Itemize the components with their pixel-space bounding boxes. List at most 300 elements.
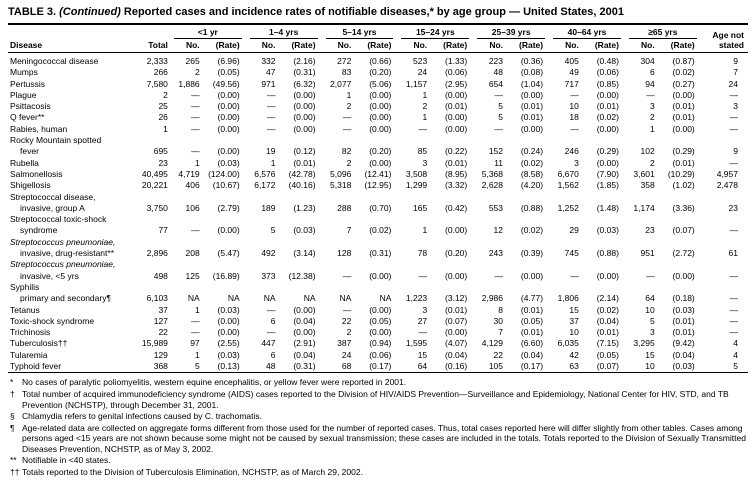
total-cell: 15,989 [141,338,168,349]
rate-cell: NA [379,293,392,304]
count-cell: 246 [564,146,579,157]
rate-cell: (0.00) [596,123,619,134]
count-cell: 745 [564,248,579,259]
count-cell: 3 [422,304,428,315]
total-cell: 129 [153,349,168,360]
rate-cell: (0.03) [217,349,240,360]
col-header-rate: (Rate) [581,39,625,53]
count-cell: 2 [346,101,352,112]
col-header-age-group-40-64 [549,24,625,39]
disease-label-row [8,214,748,225]
count-cell: 5 [194,361,200,372]
rate-cell: (0.02) [596,112,619,123]
rate-cell: (0.24) [520,146,544,157]
count-cell: 1 [346,89,352,100]
footnote-text: Age-related data are collected on aggregate forms different from those used for the number of reported cases. Thus, total cases reported here will differ slightly from other tables. Cases among persons aged <15 years are not shown because some might not be caused by sexual transmission; these cases are included in the totals. Totals reported to the Division of Sexually Transmitted Diseases Prevention, NCHSTP, as of May 3, 2002. [22,422,746,454]
count-cell: — [191,101,200,112]
count-cell: 102 [640,146,655,157]
rate-cell: (0.00) [445,225,468,236]
rate-cell: (0.48) [596,56,619,66]
count-cell: 6,576 [254,168,276,179]
count-cell: 8 [498,304,504,315]
age-group-label: 15–24 yrs [401,27,469,39]
rate-cell: (0.88) [596,248,619,259]
count-cell: 7 [346,225,352,236]
footnote [8,455,748,466]
count-cell: 2 [422,101,428,112]
total-cell: 6,103 [146,293,168,304]
rate-cell: (0.00) [293,327,316,338]
rate-cell: (0.04) [293,315,316,326]
disease-label-row [8,135,748,146]
count-cell: 1 [270,157,276,168]
disease-name-cell: Tuberculosis†† [10,338,68,349]
rate-cell: (0.00) [293,101,316,112]
disease-name-cell: Typhoid fever [10,361,62,372]
disease-name-cell: Rocky Mountain spotted [10,135,102,146]
footnote [8,467,748,478]
age-group-label: 5–14 yrs [326,27,394,39]
rate-cell: (0.04) [520,349,544,360]
footnotes [8,377,748,477]
rate-cell: (0.00) [369,157,392,168]
rate-cell: (0.01) [672,315,695,326]
rate-cell: (0.00) [445,270,468,281]
count-cell: 1,299 [405,180,428,191]
count-cell: 5 [649,315,655,326]
disease-label-row [8,192,748,203]
footnote-text: Totals reported to the Division of Tuberculosis Elimination, NCHSTP, as of March 29, 2002. [22,467,363,478]
disease-name-cell: Tularemia [10,349,48,360]
rate-cell: (0.31) [293,361,316,372]
count-cell: 7 [498,327,504,338]
count-cell: — [418,123,428,134]
rate-cell: (1.48) [596,202,619,213]
count-cell: — [191,123,200,134]
footnote-text: Chlamydia refers to genital infections caused by C. trachomatis. [22,411,263,422]
rate-cell: (0.04) [596,315,619,326]
rate-cell: (0.00) [369,270,392,281]
disease-name-cell: Pertussis [10,78,45,89]
col-header-rate: (Rate) [429,39,473,53]
age-not-stated-cell: — [729,293,738,304]
count-cell: 37 [569,315,579,326]
footnote-marker: † [10,388,15,399]
rate-cell: (0.01) [293,157,316,168]
count-cell: NA [263,293,276,304]
rate-cell: (0.02) [520,157,544,168]
rate-cell: (0.31) [369,248,392,259]
age-group-label: 40–64 yrs [553,27,621,39]
rate-cell: (6.32) [293,78,316,89]
age-not-stated-cell: 4,957 [716,168,738,179]
rate-cell: (0.29) [596,146,619,157]
count-cell: 272 [337,56,352,66]
count-cell: 373 [261,270,276,281]
count-cell: 15 [645,349,655,360]
rate-cell: (0.02) [369,225,392,236]
rate-cell: (0.20) [445,248,468,259]
count-cell: 447 [261,338,276,349]
table-title [8,6,748,19]
rate-cell: (0.01) [596,327,619,338]
count-cell: — [570,89,579,100]
rate-cell: (0.01) [672,157,695,168]
count-cell: 5,096 [330,168,352,179]
count-cell: — [418,270,428,281]
rate-cell: (0.39) [520,248,544,259]
rate-cell: (0.08) [520,67,544,78]
total-cell: 127 [153,315,168,326]
count-cell: 1 [422,225,428,236]
rate-cell: (0.00) [369,123,392,134]
rate-cell: (12.38) [288,270,316,281]
disease-data-row [8,203,748,214]
age-not-stated-cell: — [729,89,738,100]
rate-cell: (0.00) [520,123,544,134]
rate-cell: (7.90) [596,168,619,179]
header-group-row [8,24,748,39]
count-cell: 1 [194,304,200,315]
rate-cell: (0.00) [217,225,240,236]
count-cell: — [646,89,655,100]
rate-cell: (0.01) [672,101,695,112]
col-header-age-group-ge65 [625,24,701,39]
count-cell: 243 [488,248,504,259]
rate-cell: (0.00) [217,146,240,157]
count-cell: 49 [569,67,579,78]
rate-cell: (0.00) [445,327,468,338]
count-cell: — [267,112,276,123]
rate-cell: (0.01) [672,112,695,123]
count-cell: — [191,112,200,123]
rate-cell: (42.78) [288,168,316,179]
rate-cell: (3.36) [672,202,695,213]
count-cell: 1,562 [557,180,579,191]
rate-cell: (0.05) [596,349,619,360]
count-cell: 12 [493,225,504,236]
rate-cell: (0.06) [596,67,619,78]
age-not-stated-cell: — [729,157,738,168]
disease-data-row [8,53,748,68]
count-cell: 152 [488,146,504,157]
disease-name-cell: Streptococcal toxic-shock [10,214,107,225]
count-cell: 553 [488,202,504,213]
disease-data-row [8,169,748,180]
rate-cell: (16.89) [212,270,240,281]
count-cell: 10 [569,327,579,338]
count-cell: 2,986 [481,293,504,304]
rate-cell: (0.05) [520,315,544,326]
rate-cell: (0.01) [672,327,695,338]
count-cell: 5 [498,101,504,112]
disease-data-row [8,293,748,304]
disease-data-row [8,350,748,361]
rate-cell: (0.00) [369,101,392,112]
count-cell: — [267,101,276,112]
rate-cell: (0.00) [445,123,468,134]
rate-cell: (7.15) [596,338,619,349]
rate-cell: (0.00) [217,123,240,134]
disease-data-row [8,338,748,349]
count-cell: 2,628 [481,180,504,191]
rate-cell: (0.17) [369,361,392,372]
age-not-stated-cell: — [729,327,738,338]
count-cell: 208 [185,248,200,259]
total-cell: 77 [158,225,168,236]
count-cell: 3 [574,157,579,168]
disease-name-cell: Tetanus [10,304,40,315]
count-cell: 27 [417,315,428,326]
count-cell: 10 [645,361,655,372]
count-cell: 3,601 [633,168,655,179]
rate-cell: (0.00) [369,89,392,100]
count-cell: 1,252 [557,202,579,213]
count-cell: — [494,123,504,134]
count-cell: 42 [569,349,579,360]
count-cell: 11 [494,157,504,168]
age-not-stated-cell: 9 [733,56,738,66]
count-cell: 223 [488,56,504,66]
count-cell: 19 [266,146,276,157]
rate-cell: (0.01) [520,327,544,338]
rate-cell: (0.12) [293,146,316,157]
rate-cell: (0.00) [369,327,392,338]
total-cell: 1 [163,123,168,134]
count-cell: 358 [640,180,655,191]
age-not-stated-cell: — [729,225,738,236]
disease-name-cell: fever [20,146,39,157]
count-cell: 3,508 [405,168,428,179]
age-group-label: ≥65 yrs [629,27,697,39]
count-cell: 24 [341,349,352,360]
count-cell: — [342,123,352,134]
col-header-total: Total [131,24,170,53]
rate-cell: (0.00) [520,270,544,281]
count-cell: 23 [645,225,655,236]
count-cell: 5 [498,112,504,123]
rate-cell: (0.03) [596,225,619,236]
rate-cell: (1.02) [672,180,695,191]
rate-cell: (0.00) [217,327,240,338]
rate-cell: (0.05) [217,67,240,78]
count-cell: 304 [640,56,655,66]
rate-cell: (124.00) [208,168,240,179]
disease-data-row [8,112,748,123]
count-cell: 1,886 [178,78,200,89]
rate-cell: (10.67) [212,180,240,191]
disease-name-cell: Rubella [10,157,39,168]
count-cell: — [267,304,276,315]
footnote-marker: § [10,411,15,422]
count-cell: 78 [417,248,428,259]
rate-cell: (4.77) [520,293,544,304]
rate-cell: (2.14) [596,293,619,304]
rate-cell: (0.31) [293,67,316,78]
count-cell: 47 [266,67,276,78]
rate-cell: (0.22) [445,146,468,157]
count-cell: — [191,225,200,236]
count-cell: — [494,89,504,100]
rate-cell: (6.96) [217,56,240,66]
footnote-marker: ¶ [10,422,15,433]
age-not-stated-cell: 24 [728,78,738,89]
disease-name-cell: Toxic-shock syndrome [10,315,95,326]
rate-cell: (0.00) [445,112,468,123]
rate-cell: (0.18) [672,293,695,304]
rate-cell: (0.29) [672,146,695,157]
count-cell: 4,719 [178,168,200,179]
rate-cell: (0.94) [369,338,392,349]
rate-cell: (0.06) [369,349,392,360]
age-not-stated-cell: 4 [733,338,738,349]
disease-name-cell: invasive, drug-resistant** [20,248,115,259]
rate-cell: (0.85) [596,78,619,89]
count-cell: 1 [194,157,200,168]
total-cell: 20,221 [141,180,168,191]
rate-cell: (49.56) [212,78,240,89]
footnote [8,423,748,455]
count-cell: 15 [569,304,579,315]
col-header-no: No. [322,39,354,53]
rate-cell: (0.00) [520,89,544,100]
age-not-stated-cell: — [729,112,738,123]
disease-name-cell: Streptococcus pneumoniae, [10,236,116,247]
rate-cell: NA [227,293,240,304]
age-group-label: 25–39 yrs [477,27,545,39]
rate-cell: (0.01) [596,101,619,112]
count-cell: 18 [569,112,579,123]
count-cell: 29 [569,225,579,236]
disease-data-row [8,124,748,135]
rate-cell: (1.85) [596,180,619,191]
disease-name-cell: Shigellosis [10,180,51,191]
count-cell: 82 [341,146,352,157]
rate-cell: (4.20) [520,180,544,191]
rate-cell: (0.03) [672,304,695,315]
disease-data-row [8,90,748,101]
disease-data-row [8,271,748,282]
count-cell: 265 [185,56,200,66]
total-cell: 25 [158,101,168,112]
disease-name-cell: Mumps [10,67,38,78]
footnote-text: Notifiable in <40 states. [22,455,111,466]
count-cell: — [418,327,428,338]
count-cell: 63 [569,361,579,372]
rate-cell: (8.58) [520,168,544,179]
count-cell: 6,035 [557,338,579,349]
rate-cell: (2.95) [445,78,468,89]
rate-cell: (0.00) [217,112,240,123]
count-cell: — [191,315,200,326]
rate-cell: (0.00) [293,89,316,100]
rate-cell: (12.41) [364,168,392,179]
table-body [8,53,748,373]
total-cell: 26 [158,112,168,123]
rate-cell: (9.42) [672,338,695,349]
rate-cell: (0.03) [217,304,240,315]
total-cell: 3,750 [146,202,168,213]
col-header-no: No. [625,39,657,53]
disease-label-row [8,282,748,293]
rate-cell: (0.00) [293,112,316,123]
rate-cell: (0.00) [293,123,316,134]
col-header-no: No. [246,39,278,53]
age-not-stated-cell: 7 [733,67,738,78]
count-cell: 3 [649,101,655,112]
age-not-stated-cell: — [729,123,738,134]
rate-cell: (0.06) [445,67,468,78]
age-not-stated-cell: 61 [728,248,738,259]
disease-data-row [8,305,748,316]
col-header-disease: Disease [8,24,131,53]
rate-cell: (0.01) [445,304,468,315]
col-header-age-group-5-14 [322,24,398,39]
count-cell: 387 [337,338,352,349]
disease-name-cell: invasive, <5 yrs [20,270,79,281]
footnote-text: No cases of paralytic poliomyelitis, western equine encephalitis, or yellow fever were reported in 2001. [22,377,407,388]
rate-cell: (5.47) [217,248,240,259]
count-cell: 288 [337,202,352,213]
count-cell: 492 [261,248,276,259]
rate-cell: (0.07) [672,225,695,236]
rate-cell: (2.79) [217,202,240,213]
count-cell: NA [339,293,352,304]
count-cell: — [342,304,352,315]
count-cell: 3,295 [633,338,655,349]
count-cell: 22 [341,315,352,326]
col-header-rate: (Rate) [657,39,701,53]
count-cell: 654 [488,78,504,89]
footnote-marker: ** [10,455,17,466]
rate-cell: (0.00) [369,112,392,123]
rate-cell: (2.55) [217,338,240,349]
disease-data-row [8,101,748,112]
rate-cell: (0.36) [520,56,544,66]
disease-name-cell: Trichinosis [10,327,51,338]
disease-label-row [8,237,748,248]
rate-cell: (0.03) [672,361,695,372]
count-cell: 717 [564,78,579,89]
count-cell: 30 [493,315,504,326]
rate-cell: (1.04) [520,78,544,89]
rate-cell: (0.02) [520,225,544,236]
rate-cell: (0.01) [520,304,544,315]
count-cell: — [570,270,579,281]
count-cell: — [191,146,200,157]
footnote [8,389,748,410]
count-cell: 6 [270,315,276,326]
col-header-no: No. [397,39,429,53]
count-cell: 971 [261,78,276,89]
col-header-rate: (Rate) [353,39,397,53]
disease-data-row [8,327,748,338]
count-cell: 24 [417,67,428,78]
age-not-stated-cell: 9 [733,146,738,157]
rate-cell: (0.07) [596,361,619,372]
count-cell: 1,806 [557,293,579,304]
rate-cell: (0.03) [293,225,316,236]
disease-name-cell: Syphilis [10,281,40,292]
count-cell: 6,172 [254,180,276,191]
rate-cell: (0.00) [596,157,619,168]
table-number: TABLE 3. [8,6,57,18]
rate-cell: (0.88) [520,202,544,213]
rate-cell: (0.00) [369,304,392,315]
rate-cell: (0.42) [445,202,468,213]
disease-name-cell: Plague [10,89,37,100]
count-cell: — [342,270,352,281]
